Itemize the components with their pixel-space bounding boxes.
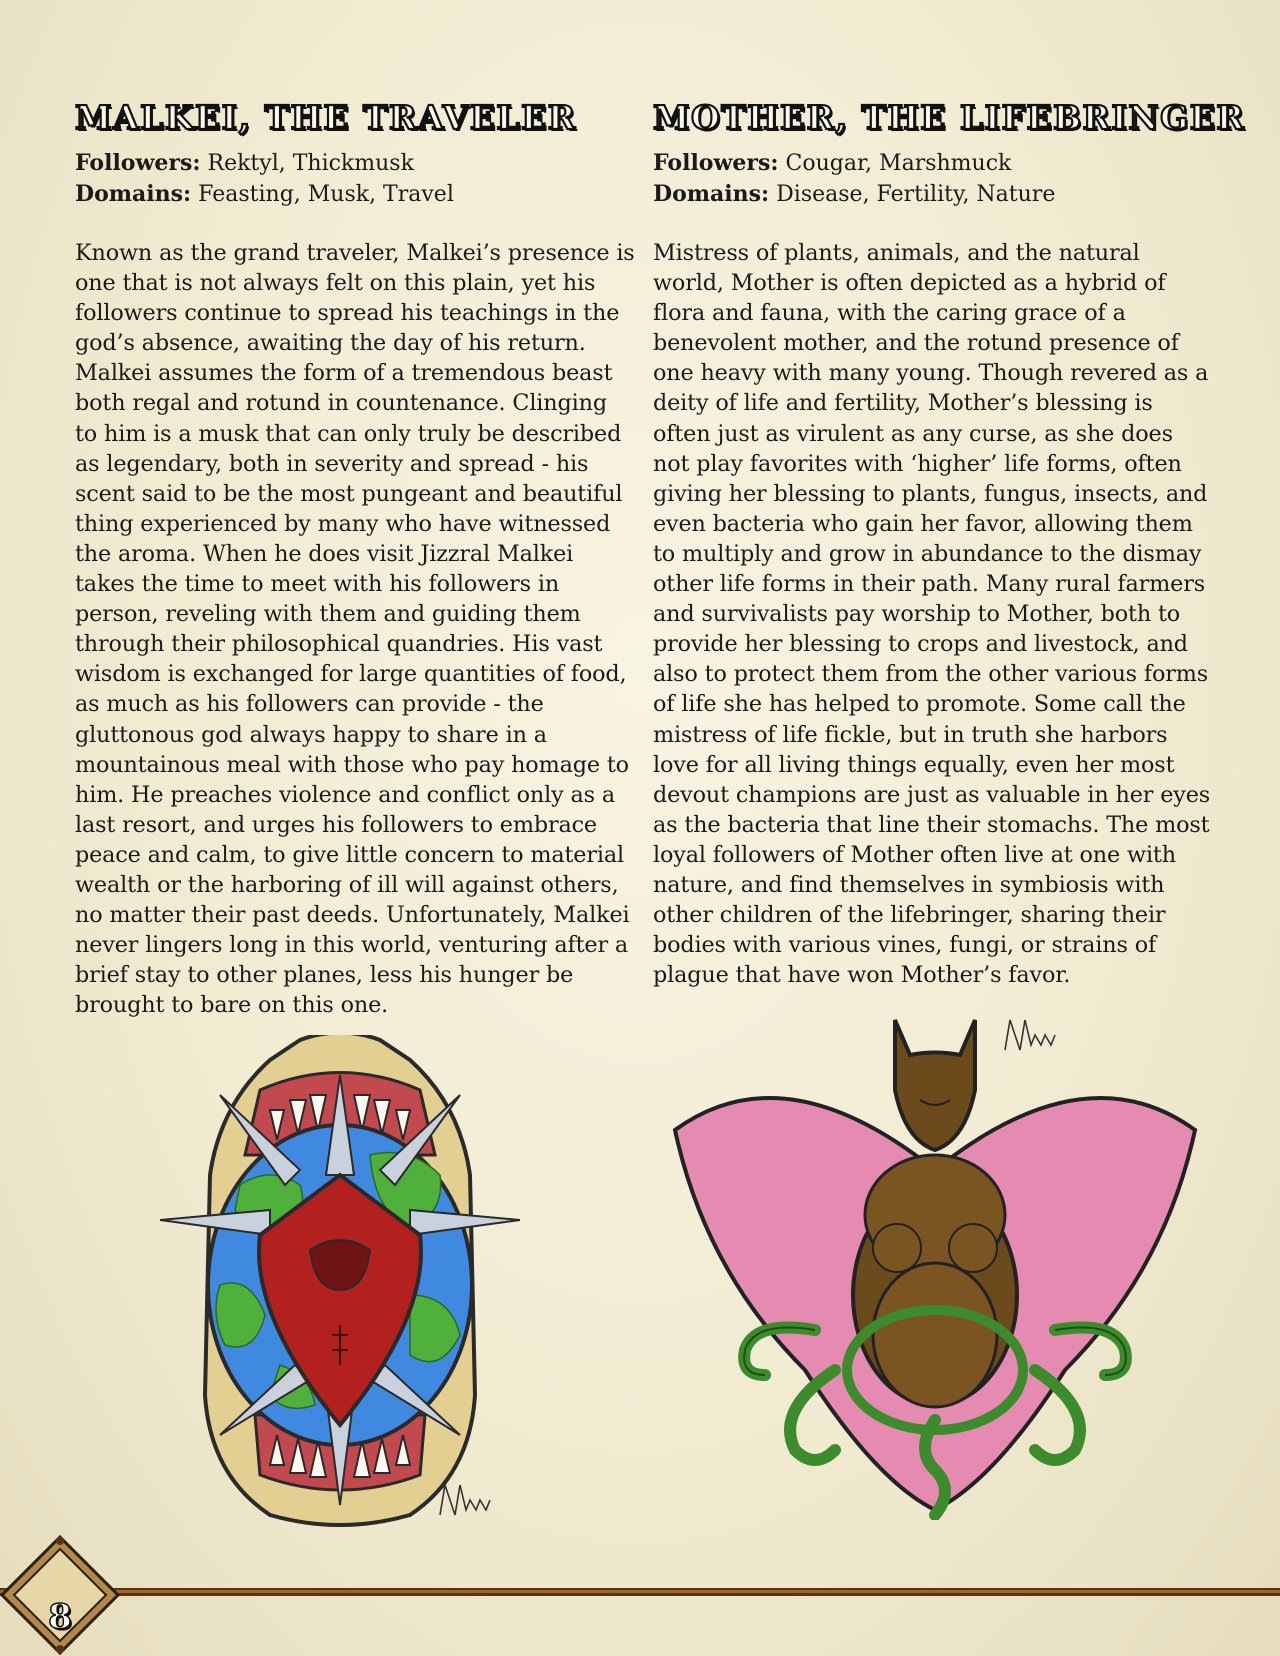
right-column xyxy=(653,98,1246,1013)
domains-line xyxy=(75,179,635,210)
deity-description: Mistress of plants, animals, and the natural world, Mother is often depicted as a hybrid of flora and fauna, with the caring grace of a benevolent mother, and the rotund presence of one heavy with many young. Though revered as a deity of life and fertility, Mother’s blessing is often just as virulent as any curse, as she does not play favorites with ‘higher’ life forms, often giving her blessing to plants, fungus, insects, and even bacteria who gain her favor, allowing them to multiply and grow in abundance to the dismay other life forms in their path. Many rural farmers and survivalists pay worship to Mother, both to provide her blessing to crops and livestock, and also to protect them from the other various forms of life she has helped to promote. Some call the mistress of life fickle, but in truth she harbors love for all living things equally, even her most devout champions are just as valuable in her eyes as the bacteria that line their stomachs. The most loyal followers of Mother often live at one with nature, and find themselves in symbiosis with other children of the lifebringer, sharing their bodies with various vines, fungi, or strains of plague that have won Mother’s favor. xyxy=(653,240,1211,989)
malkei-holy-symbol-illustration xyxy=(160,1035,520,1535)
page-number: 8 xyxy=(48,1597,72,1637)
domains-label: Domains: xyxy=(653,181,770,207)
deity-description: Known as the grand traveler, Malkei’s presence is one that is not always felt on this plain, yet his followers continue to spread his teachings in the god’s absence, awaiting the day of his return. Malkei assumes the form of a tremendous beast both regal and rotund in countenance. Clinging to him is a musk that can only truly be described as legendary, both in severity and spread - his scent said to be the most pungeant and beautiful thing experienced by many who have witnessed the aroma. When he does visit Jizzral Malkei takes the time to meet with his followers in person, reveling with them and guiding them through their philosophical quandries. His vast wisdom is exchanged for large quantities of food, as much as his followers can provide - the gluttonous god always happy to share in a mountainous meal with those who pay homage to him. He preaches violence and conflict only as a last resort, and urges his followers to embrace peace and calm, to give little concern to material wealth or the harboring of ill will against others, no matter their past deeds. Unfortunately, Malkei never lingers long in this world, venturing after a brief stay to other planes, less his hunger be brought to bare on this one. xyxy=(75,240,635,1019)
deity-title-mother: MOTHER, THE LIFEBRINGER xyxy=(653,98,1246,137)
followers-line xyxy=(75,148,635,179)
followers-label: Followers: xyxy=(75,150,201,176)
mother-holy-symbol-illustration xyxy=(665,1010,1205,1520)
footer-divider xyxy=(0,1586,1280,1598)
domains-label: Domains: xyxy=(75,181,192,207)
domains-line xyxy=(653,179,1213,210)
left-column xyxy=(75,98,635,1043)
domains-value: Feasting, Musk, Travel xyxy=(198,182,454,207)
followers-value: Rektyl, Thickmusk xyxy=(207,151,414,176)
page-number-ornament xyxy=(0,1535,120,1656)
followers-label: Followers: xyxy=(653,150,779,176)
followers-line xyxy=(653,148,1213,179)
deity-title-malkei: MALKEI, THE TRAVELER xyxy=(75,98,577,137)
domains-value: Disease, Fertility, Nature xyxy=(776,182,1056,207)
followers-value: Cougar, Marshmuck xyxy=(785,151,1012,176)
